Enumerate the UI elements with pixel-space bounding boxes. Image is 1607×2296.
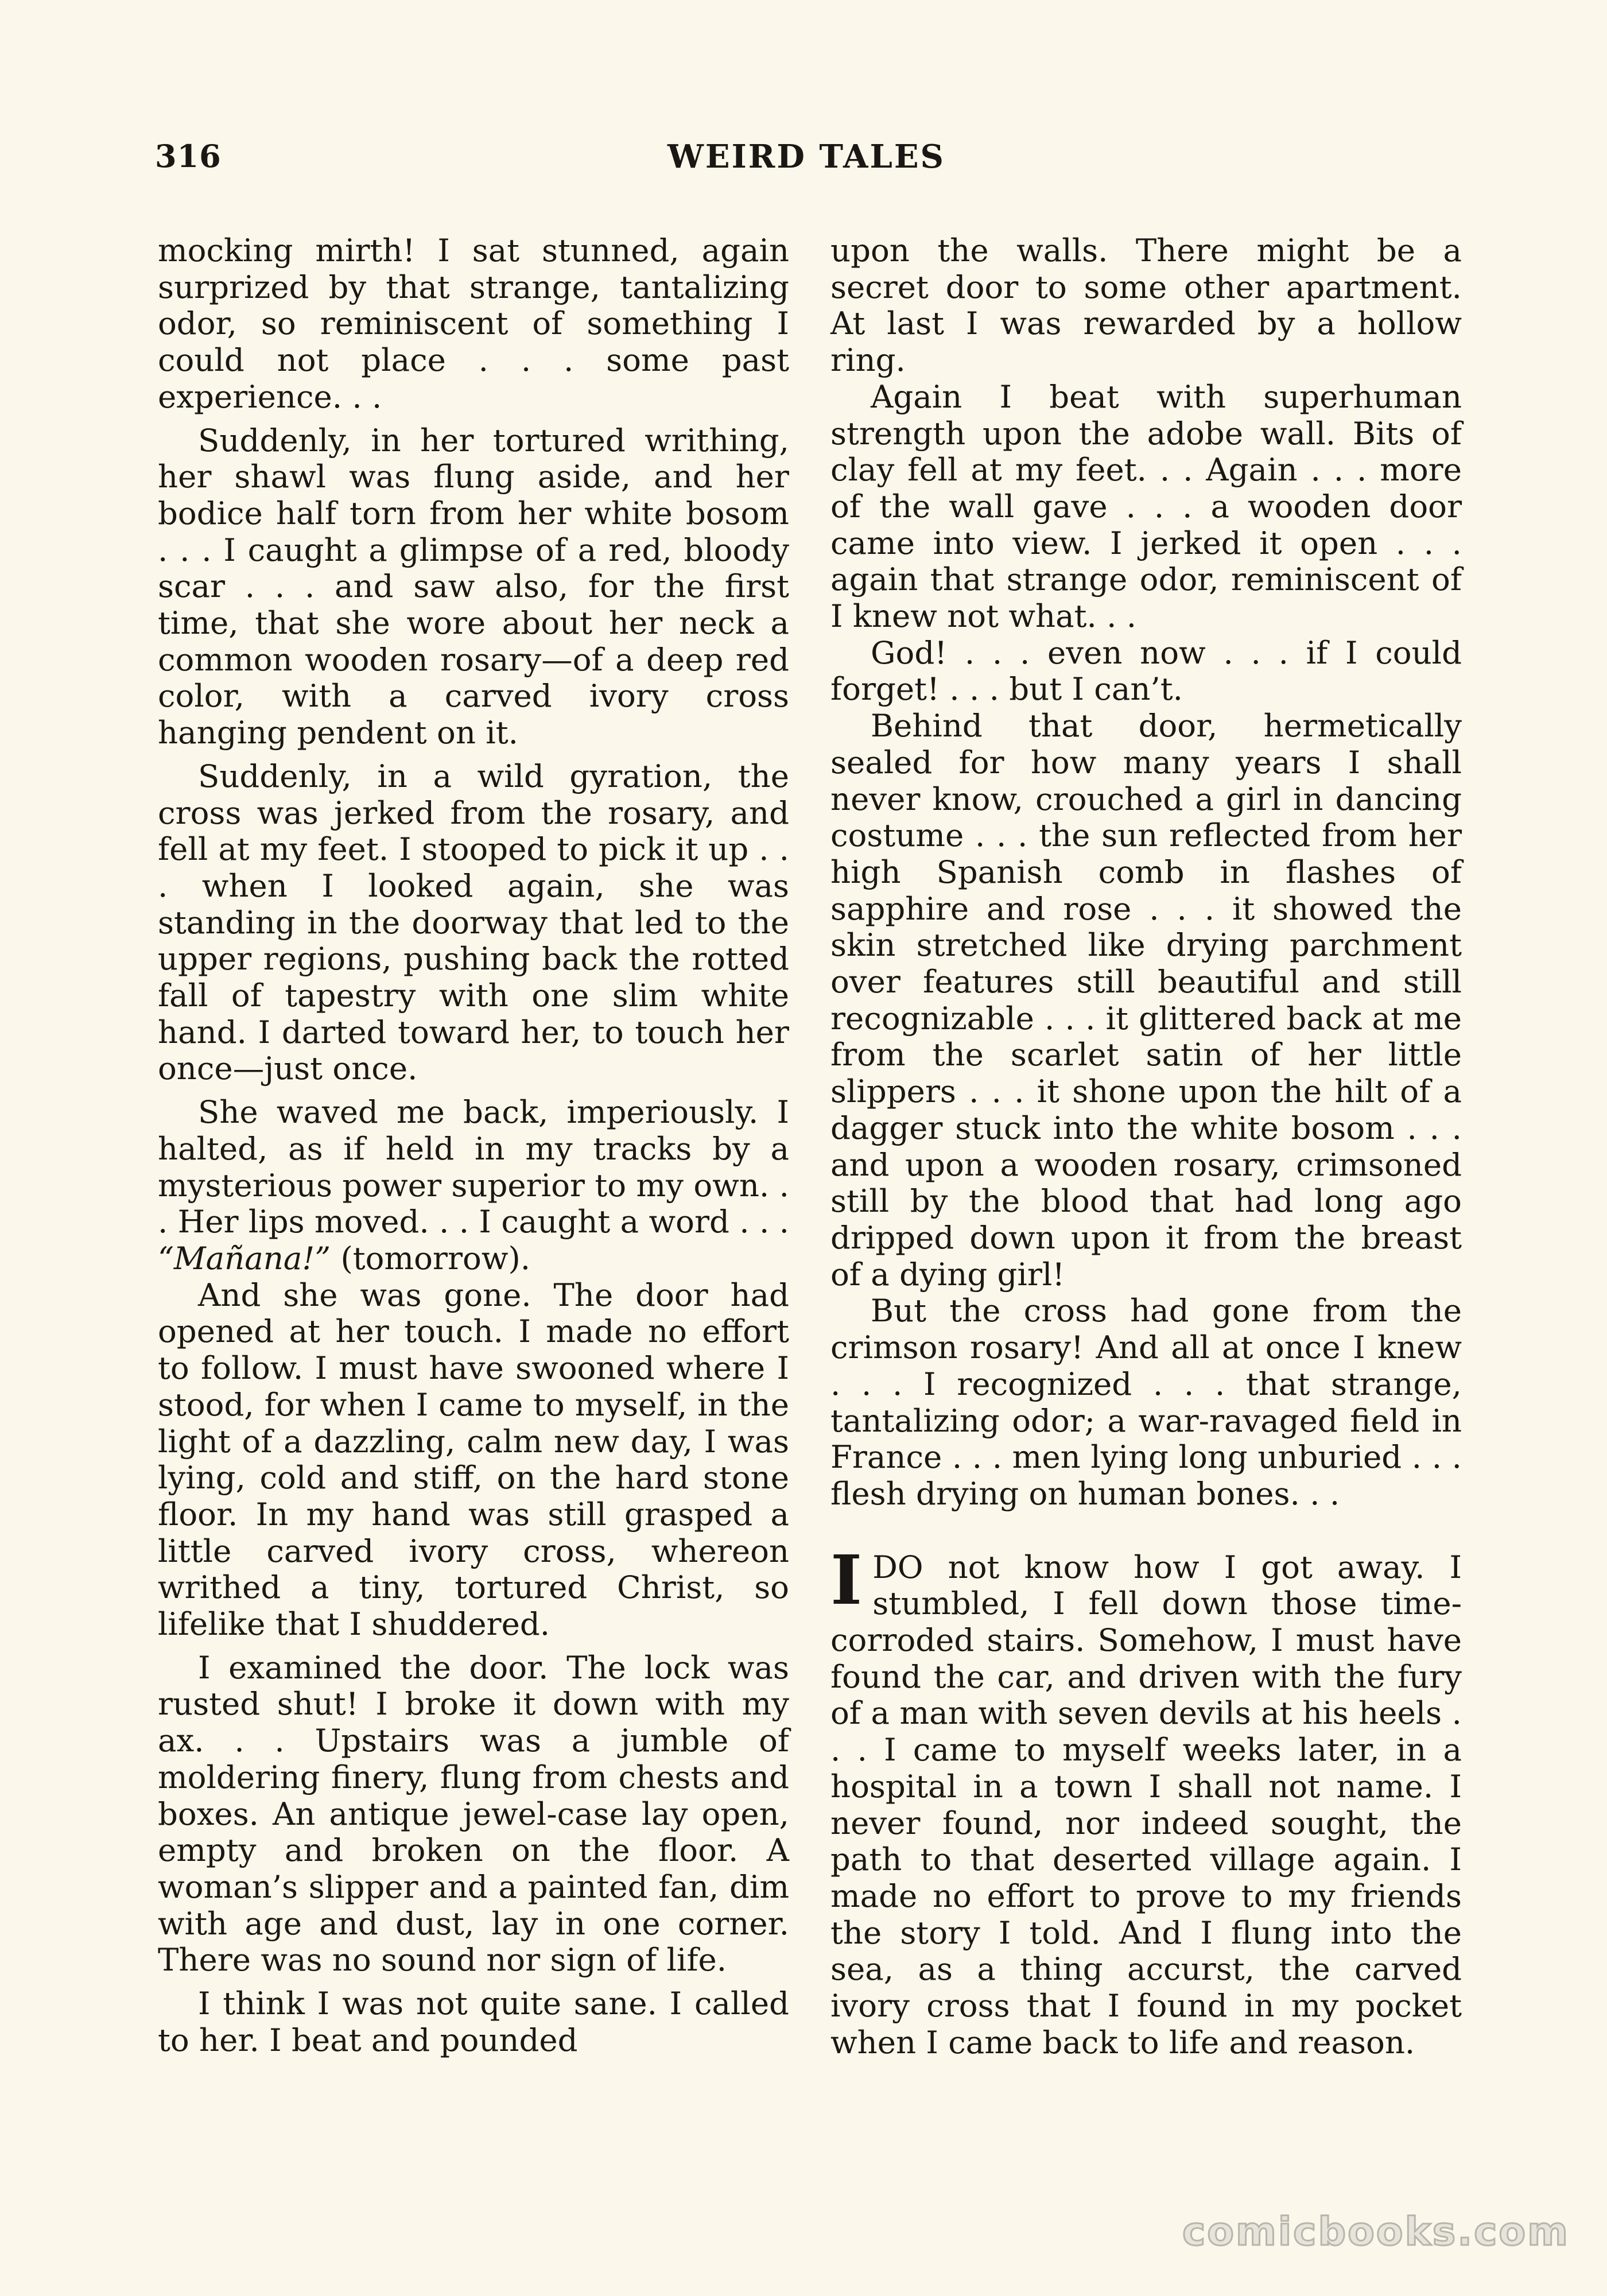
paragraph: But the cross had gone from the crimson rosary! And all at once I knew . . . I recognized . . . that strange, tantalizing odor; a war-ravaged field in France . . . men lying long unburied . . . flesh drying on human bones. . .: [830, 1292, 1462, 1512]
paragraph: Suddenly, in her tortured writhing, her shawl was flung aside, and her bodice half torn from her white bosom . . . I caught a glimpse of a red, bloody scar . . . and saw also, for the first time, that she wore about her neck a common wooden rosary—of a deep red color, with a carved ivory cross hanging pendent on it.: [158, 421, 789, 751]
translation: (tomorrow).: [340, 1239, 531, 1277]
paragraph-text: not know how I got away. I stumbled, I fell down those time-corroded stairs. Somehow, I must have found the car, and driven with the fury of a man with seven devils at his heels . . . I came to myself weeks later, in a hospital in a town I shall not name. I never found, nor indeed sought, the path to that deserted village again. I made no effort to prove to my friends the story I told. And I flung into the sea, as a thing accurst, the carved ivory cross that I found in my pocket when I came back to life and reason.: [830, 1548, 1462, 2061]
paragraph: Behind that door, hermetically sealed for how many years I shall never know, crouched a girl in dancing costume . . . the sun reflected from her high Spanish comb in flashes of sapphire and rose . . . it showed the skin stretched like drying parchment over features still beautiful and still recognizable . . . it glittered back at me from the scarlet satin of her little slippers . . . it shone upon the hilt of a dagger stuck into the white bosom . . . and upon a wooden rosary, crimsoned still by the blood that had long ago dripped down upon it from the breast of a dying girl!: [830, 707, 1462, 1293]
paragraph: Again I beat with superhuman strength upon the adobe wall. Bits of clay fell at my feet. . . Again . . . more of the wall gave . . . a wooden door came into view. I jerked it open . . . again that strange odor, reminiscent of I knew not what. . .: [830, 378, 1462, 635]
paragraph: Suddenly, in a wild gyration, the cross was jerked from the rosary, and fell at my feet. I stooped to pick it up . . . when I looked again, she was standing in the doorway that led to the upper regions, pushing back the rotted fall of tapestry with one slim white hand. I darted toward her, to touch her once—just once.: [158, 757, 789, 1087]
paragraph: [158, 1094, 789, 1277]
paragraph-text: She waved me back, imperiously. I halted, as if held in my tracks by a mysterious power superior to my own. . . Her lips moved. . . I caught a word . . .: [158, 1093, 789, 1240]
paragraph: God! . . . even now . . . if I could forget! . . . but I can’t.: [830, 634, 1462, 708]
paragraph: upon the walls. There might be a secret door to some other apartment. At last I was rewarded by a hollow ring.: [830, 232, 1462, 379]
section-break: [830, 1512, 1462, 1549]
paragraph: I examined the door. The lock was rusted shut! I broke it down with my ax. . . Upstairs was a jumble of moldering finery, flung from chests and boxes. An antique jewel-case lay open, empty and broken on the floor. A woman’s slipper and a painted fan, dim with age and dust, lay in one corner. There was no sound nor sign of life.: [158, 1649, 789, 1979]
spanish-word: “Mañana!”: [158, 1239, 331, 1277]
paragraph: mocking mirth! I sat stunned, again surprized by that strange, tantalizing odor, so reminiscent of something I could not place . . . some past experience. . .: [158, 232, 789, 415]
right-column: [830, 232, 1462, 2061]
running-head: [155, 138, 1458, 189]
left-column: [158, 232, 789, 2058]
small-caps-lead: DO: [872, 1548, 923, 1585]
paragraph: I think I was not quite sane. I called to her. I beat and pounded: [158, 1985, 789, 2058]
drop-cap: I: [830, 1539, 863, 1620]
section-opening-paragraph: [830, 1539, 1462, 2061]
paragraph: And she was gone. The door had opened at her touch. I made no effort to follow. I must have swooned where I stood, for when I came to myself, in the light of a dazzling, calm new day, I was lying, cold and stiff, on the hard stone floor. In my hand was still grasped a little carved ivory cross, whereon writhed a tiny, tortured Christ, so lifelike that I shuddered.: [158, 1276, 789, 1643]
watermark-logo: comicbooks.com: [1182, 2209, 1570, 2255]
magazine-title: WEIRD TALES: [667, 138, 945, 176]
page-number: 316: [155, 138, 222, 174]
